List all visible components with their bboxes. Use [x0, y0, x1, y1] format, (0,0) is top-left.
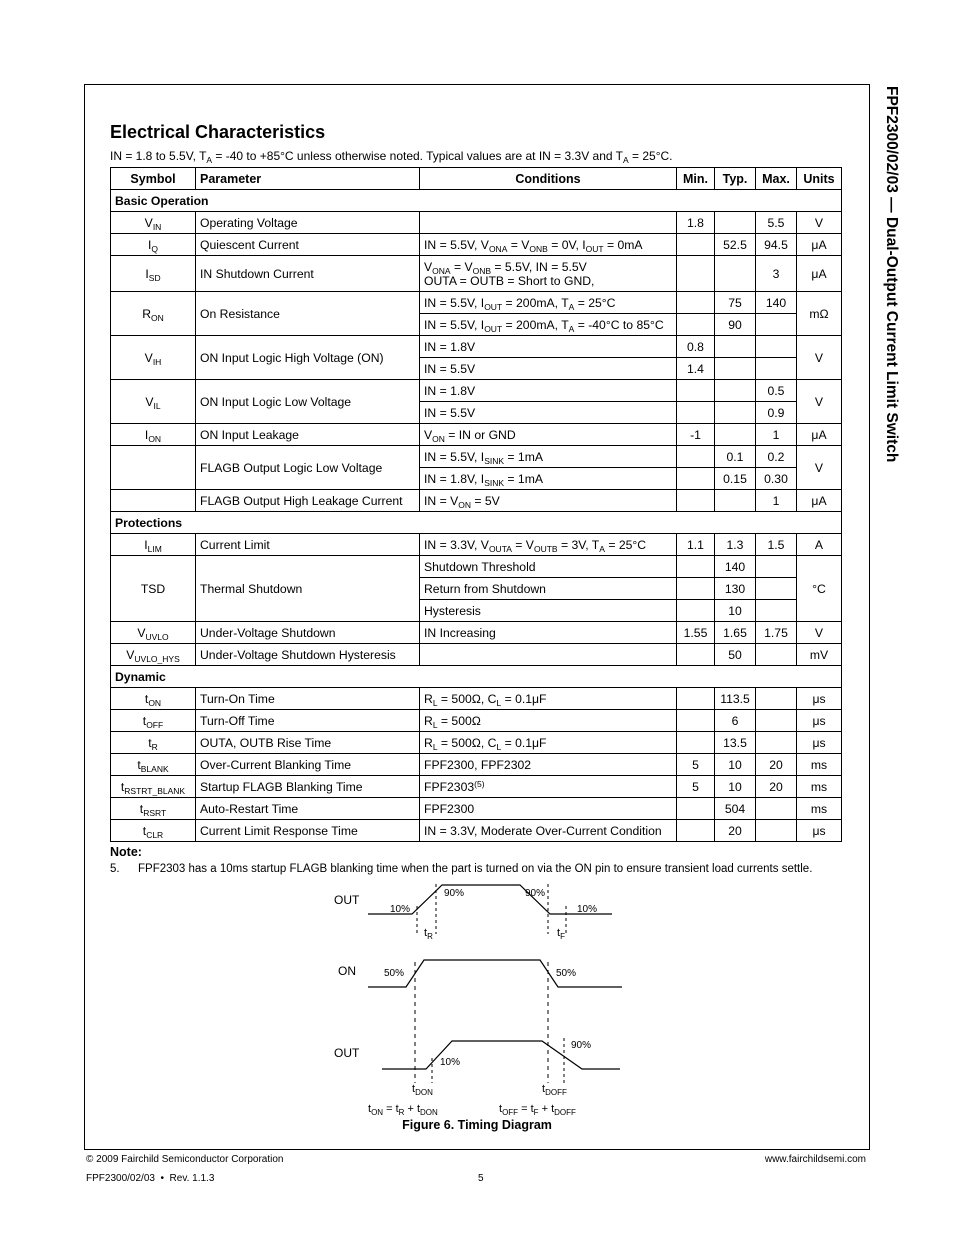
svg-text:90%: 90%: [525, 888, 546, 899]
svg-text:10%: 10%: [390, 904, 411, 915]
section-heading: Electrical Characteristics: [110, 122, 326, 142]
svg-text:10%: 10%: [440, 1057, 461, 1068]
table-row: Return from Shutdown 130: [111, 578, 842, 600]
header-units: Units: [797, 168, 842, 190]
table-row: $I_{ON}$ ON Input Leakage $V_{ON}$ = IN or GND -1 1 μA: [111, 424, 842, 446]
table-row: $V_{IL}$ ON Input Logic Low Voltage IN = 1.8V 0.5 V: [111, 380, 842, 402]
footer-doc-id: FPF2300/02/03 • Rev. 1.1.3: [86, 1173, 215, 1184]
timing-diagram: [320, 878, 640, 1118]
figure-caption: Figure 6. Timing Diagram: [402, 1118, 552, 1132]
table-row: $R_{ON}$ On Resistance IN = 5.5V, $I_{OUT} = 200mA$, $T_A = 25^\circ C$ 75 140 mΩ: [111, 292, 842, 314]
tf-label: $t_F$: [557, 927, 565, 941]
side-title-text: FPF2300/02/03 — Dual-Output Current Limit Switch: [883, 86, 900, 463]
out-label-bottom: OUT: [334, 1046, 360, 1060]
header-symbol: Symbol: [111, 168, 196, 190]
svg-text:90%: 90%: [444, 888, 465, 899]
table-row: $t_{ON}$ Turn-On Time $R_L = 500\Omega$, $C_L = 0.1\mu F$ 113.5 μs: [111, 688, 842, 710]
footer-url[interactable]: www.fairchildsemi.com: [764, 1154, 866, 1165]
test-conditions-line: IN = 1.8 to 5.5V, $T_A = -40$ to +85°C unless otherwise noted. Typical values are at IN = 3.3V and $T_A = 25^\circ C$.: [110, 149, 673, 165]
table-row: TSD Thermal Shutdown Shutdown Threshold 140 °C: [111, 556, 842, 578]
table-row: Hysteresis 10: [111, 600, 842, 622]
svg-text:50%: 50%: [556, 968, 577, 979]
table-row: $t_R$ OUTA, OUTB Rise Time $R_L = 500\Omega$, $C_L = 0.1\mu F$ 13.5 μs: [111, 732, 842, 754]
section-row: Protections: [111, 512, 842, 534]
note-text: 5. FPF2303 has a 10ms startup FLAGB blanking time when the part is turned on via the ON pin to ensure transient load currents settle.: [110, 863, 813, 875]
table-row: $I_{LIM}$ Current Limit IN = 3.3V, $V_{OUTA} = V_{OUTB} = 3V$, $T_A = 25^\circ C$ 1.1 1.3 1.5 A: [111, 534, 842, 556]
out-label-top: OUT: [334, 893, 360, 907]
table-row: $t_{CLR}$ Current Limit Response Time IN = 3.3V, Moderate Over-Current Condition 20 μs: [111, 820, 842, 842]
table-row: $t_{OFF}$ Turn-Off Time $R_L = 500\Omega$ 6 μs: [111, 710, 842, 732]
table-row: $I_{SD}$ IN Shutdown Current $V_{ONA} = V_{ONB} = 5.5V$, IN = 5.5V OUTA = OUTB = Short to GND, 3 μA: [111, 256, 842, 292]
header-typ: Typ.: [715, 168, 756, 190]
table-row: $t_{RSRT}$ Auto-Restart Time FPF2300 504 ms: [111, 798, 842, 820]
table-row: $V_{UVLO\_HYS}$ Under-Voltage Shutdown Hysteresis 50 mV: [111, 644, 842, 666]
tr-label: $t_R$: [424, 927, 433, 941]
footer-copyright: © 2009 Fairchild Semiconductor Corporation: [86, 1154, 284, 1165]
svg-text:10%: 10%: [577, 904, 598, 915]
table-row: IN = 5.5V 1.4: [111, 358, 842, 380]
svg-text:50%: 50%: [384, 968, 405, 979]
section-row: Basic Operation: [111, 190, 842, 212]
table-row: $V_{UVLO}$ Under-Voltage Shutdown IN Increasing 1.55 1.65 1.75 V: [111, 622, 842, 644]
header-min: Min.: [677, 168, 715, 190]
note-heading: Note:: [110, 845, 142, 859]
header-row: [111, 168, 842, 190]
header-parameter: Parameter: [196, 168, 420, 190]
tdoff-label: $t_{DOFF}$: [542, 1083, 567, 1097]
table-row: $V_{IH}$ ON Input Logic High Voltage (ON) IN = 1.8V 0.8 V: [111, 336, 842, 358]
table-row: IN = 5.5V, $I_{OUT} = 200mA$, $T_A = -40^\circ C$ to 85°C 90: [111, 314, 842, 336]
table-row: $t_{RSTRT\_BLANK}$ Startup FLAGB Blanking Time FPF2303$^{(5)}$ 5 10 20 ms: [111, 776, 842, 798]
electrical-characteristics-table: [110, 167, 842, 842]
header-conditions: Conditions: [420, 168, 677, 190]
footer-page-number: 5: [478, 1173, 484, 1184]
table-row: FLAGB Output Logic Low Voltage IN = 5.5V, $I_{SINK} = 1mA$ 0.1 0.2 V: [111, 446, 842, 468]
section-row: Dynamic: [111, 666, 842, 688]
svg-text:90%: 90%: [571, 1040, 592, 1051]
toff-equation: $t_{OFF} = t_F + t_{DOFF}$: [499, 1103, 576, 1117]
table-row: IN = 5.5V 0.9: [111, 402, 842, 424]
table-row: $V_{IN}$ Operating Voltage 1.8 5.5 V: [111, 212, 842, 234]
tdon-label: $t_{DON}$: [412, 1083, 433, 1097]
table-row: $t_{BLANK}$ Over-Current Blanking Time FPF2300, FPF2302 5 10 20 ms: [111, 754, 842, 776]
table-row: FLAGB Output High Leakage Current IN = $V_{ON} = 5V$ 1 μA: [111, 490, 842, 512]
side-title: [878, 86, 902, 566]
ton-equation: $t_{ON} = t_R + t_{DON}$: [368, 1103, 438, 1117]
header-max: Max.: [756, 168, 797, 190]
on-label: ON: [338, 964, 356, 978]
table-row: $I_Q$ Quiescent Current IN = 5.5V, $V_{ONA} = V_{ONB} = 0V$, $I_{OUT} = 0mA$ 52.5 94.5 μA: [111, 234, 842, 256]
table-row: IN = 1.8V, $I_{SINK} = 1mA$ 0.15 0.30: [111, 468, 842, 490]
